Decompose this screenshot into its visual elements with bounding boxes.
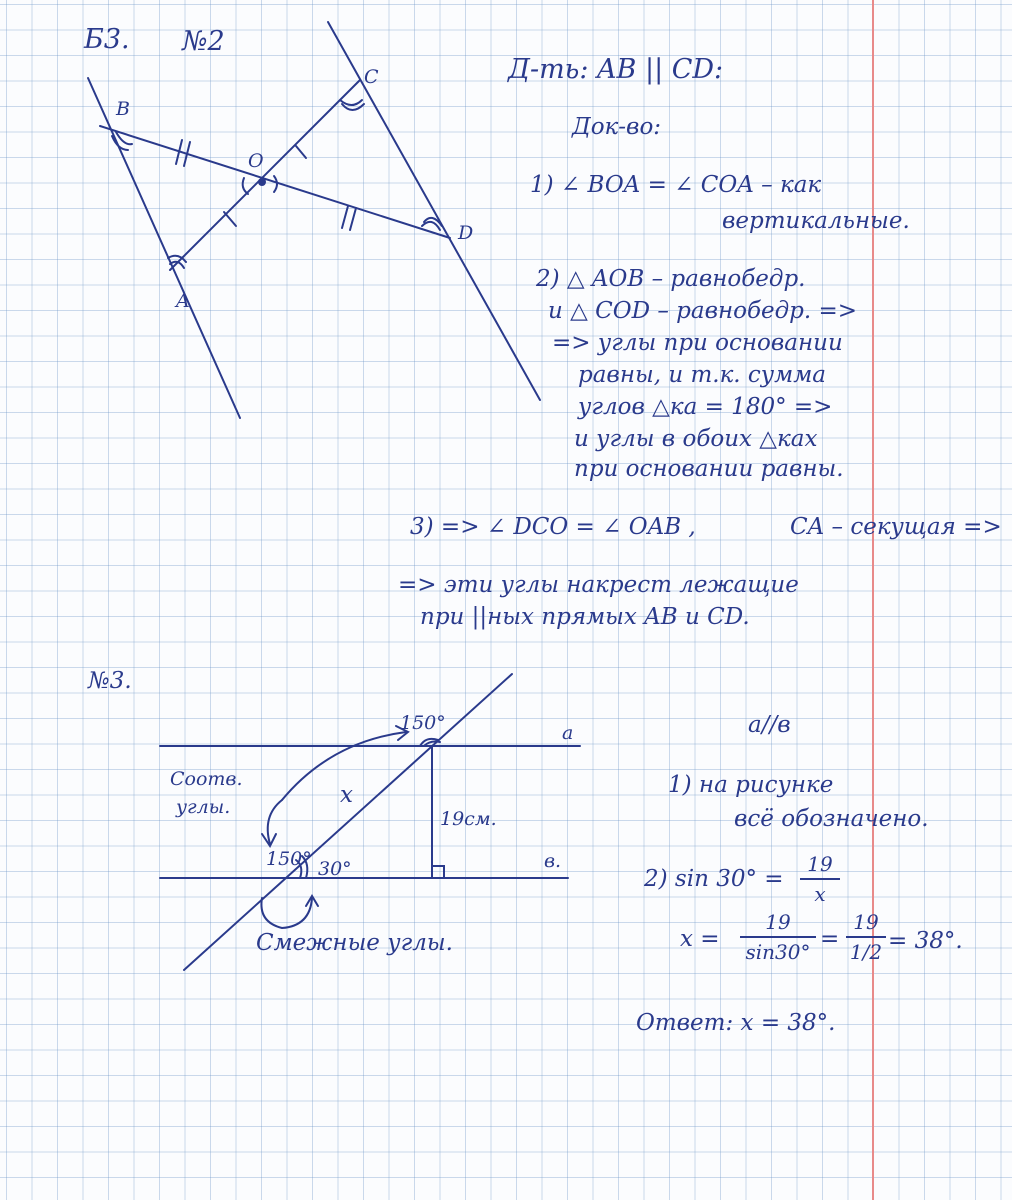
proof-step2-line7: при основании равны.: [574, 456, 844, 482]
task3-step2-eq: 2) sin 30° =: [644, 866, 784, 892]
angle-30-label: 30°: [318, 858, 352, 880]
task3-step1-line2: всё обозначено.: [734, 806, 929, 832]
fraction-19-over-x: [800, 852, 840, 906]
task3-step1-line1: 1) на рисунке: [668, 772, 834, 798]
task2-number: №2: [182, 26, 225, 57]
fraction2-numerator: 19: [765, 910, 791, 934]
fraction3-numerator: 19: [853, 910, 879, 934]
variant-label: Б3.: [84, 24, 130, 55]
line-b-label: в.: [544, 850, 562, 872]
angle-150-label: 150°: [266, 848, 312, 870]
height-label: 19см.: [440, 808, 497, 830]
point-d: D: [458, 222, 474, 244]
task3-given: a//в: [748, 712, 791, 738]
task3-x-eq: x =: [680, 926, 720, 952]
proof-step2-line5: углов △ка = 180° =>: [578, 394, 833, 420]
proof-step2-line6: и углы в обоих △ках: [574, 426, 818, 452]
proof-step3-line1: 3) => ∠ DCO = ∠ OAB ,: [410, 514, 696, 540]
point-o: O: [248, 150, 264, 172]
hypotenuse-label: x: [340, 782, 353, 808]
point-a: A: [176, 290, 190, 312]
proof-step2-line2: и △ COD – равнобедр. =>: [548, 298, 858, 324]
proof-step1-line1: 1) ∠ BOA = ∠ COA – как: [530, 172, 822, 198]
fraction2-denominator: sin30°: [745, 940, 811, 964]
proof-step3-line3: при ||ных прямых AB и CD.: [420, 604, 750, 630]
fraction1-numerator: 19: [807, 852, 833, 876]
task3-answer: Ответ: x = 38°.: [636, 1010, 836, 1036]
task3-number: №3.: [88, 668, 132, 694]
fraction-19-over-half: [846, 910, 886, 964]
proof-step3-secant: CA – секущая =>: [790, 514, 1002, 540]
fraction3-denominator: 1/2: [849, 940, 883, 964]
fraction-19-over-sin30: [740, 910, 816, 964]
proof-step1-line2: вертикальные.: [722, 208, 910, 234]
corresponding-label-2: углы.: [176, 796, 231, 818]
proof-step2-line4: равны, и т.к. сумма: [578, 362, 827, 388]
proof-step2-line1: 2) △ AOB – равнобедр.: [536, 266, 806, 292]
task3-result: = 38°.: [888, 928, 963, 954]
proof-title: Док-во:: [572, 114, 662, 140]
angle-top-label: 150°: [400, 712, 446, 734]
corresponding-label-1: Соотв.: [170, 768, 243, 790]
proof-step3-line2: => эти углы накрест лежащие: [398, 572, 799, 598]
prove-statement: Д-ть: AB || CD:: [508, 54, 724, 85]
task3-eq-sign: =: [820, 926, 840, 952]
point-c: C: [364, 66, 379, 88]
fraction1-denominator: x: [814, 882, 826, 906]
point-b: B: [116, 98, 130, 120]
proof-step2-line3: => углы при основании: [552, 330, 843, 356]
adjacent-label: Смежные углы.: [256, 930, 453, 956]
line-a-label: a: [562, 722, 574, 744]
